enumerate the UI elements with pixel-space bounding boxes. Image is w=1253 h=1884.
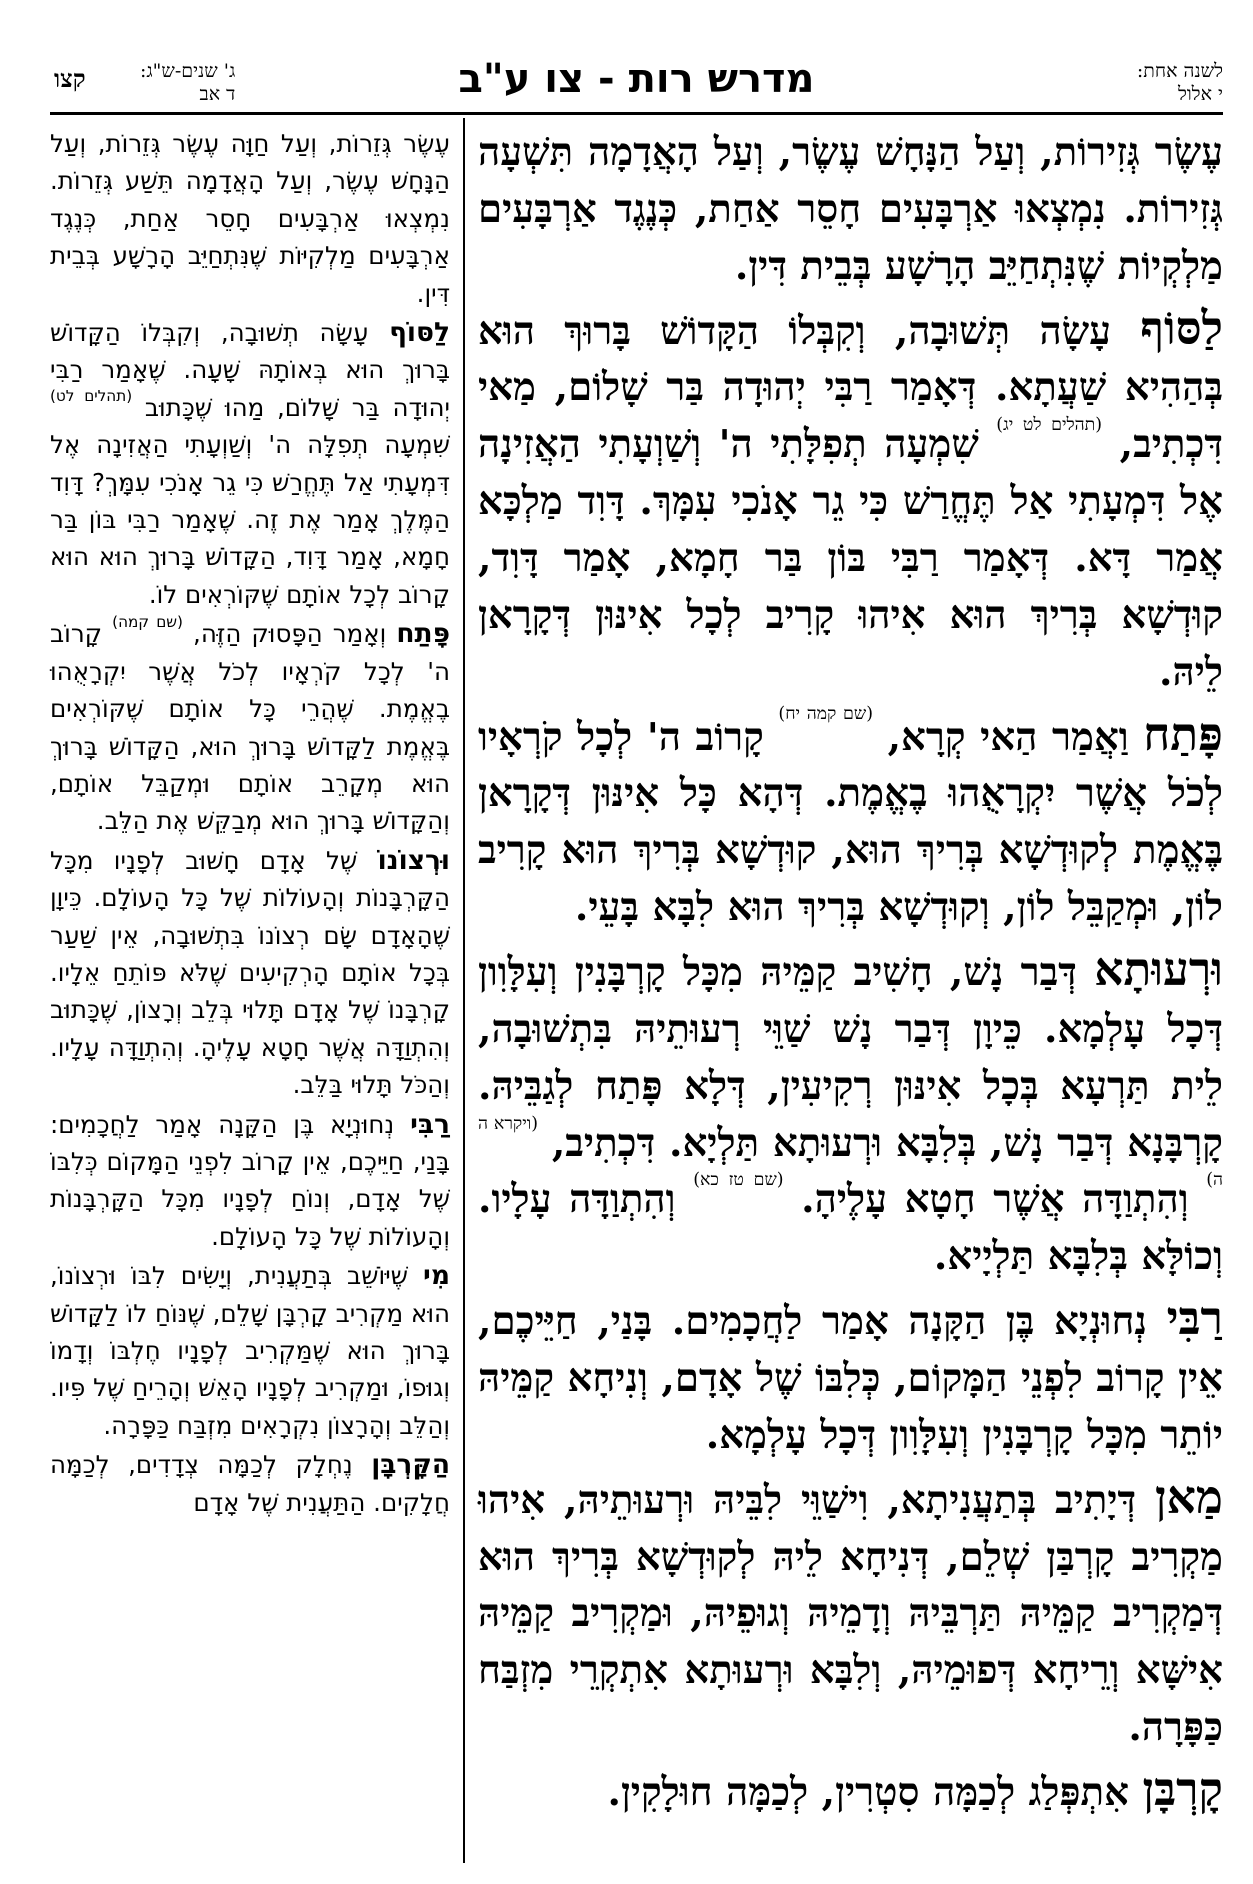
- opening-word: וּרְצוֹנוֹ: [377, 844, 451, 876]
- main-paragraph: [478, 703, 1223, 937]
- opening-word: וּרְעוּתָא: [1094, 942, 1223, 997]
- paragraph-text: עֶשֶׂר גְּזֵרוֹת, וְעַל חַוָּה עֶשֶׂר גְּזֵרוֹת, וְעַל הַנָּחָשׁ עֶשֶׂר, וְעַל הָאֲדָמָה תֵּשַׁע גְּזֵרוֹת. נִמְצְאוּ אַרְבָּעִים חָסֵר אַחַת, כְּנֶגֶד אַרְבָּעִים מַלְקִיּוֹת שֶׁנִּתְחַיֵּב הָרָשָׁע בְּבֵית דִּין.: [50, 129, 450, 308]
- translation-paragraph: [50, 1257, 450, 1444]
- scripture-reference: (ויקרא ה ה): [478, 1113, 1223, 1191]
- opening-word: מַאן: [1154, 1469, 1223, 1524]
- translation-paragraph: [50, 125, 450, 312]
- opening-word: רַבִּי: [1166, 1291, 1223, 1346]
- paragraph-text: שֶׁיּוֹשֵׁב בְּתַעֲנִית, וְיָשִׂים לִבּוֹ וּרְצוֹנוֹ, הוּא מַקְרִיב קָרְבָּן שָׁלֵם, שֶׁנּוֹחַ לוֹ לַקָּדוֹשׁ בָּרוּךְ הוּא שֶׁמַּקְרִיב לְפָנָיו חֶלְבּוֹ וְדָמוֹ וְגוּפוֹ, וּמַקְרִיב לְפָנָיו הָאֵשׁ וְהָרֵיחַ שֶׁל פִּיו. וְהַלֵּב וְהָרָצוֹן נִקְרָאִים מִזְבַּח כַּפָּרָה.: [50, 1261, 450, 1440]
- daily-schedule-three-years: [140, 60, 235, 106]
- main-paragraph: [478, 300, 1223, 702]
- paragraph-text: וְאָמַר הַפָּסוּק הַזֶּה,: [193, 619, 387, 649]
- page-number: קצו: [54, 64, 86, 93]
- paragraph-text: דְּיָתִיב בְּתַעֲנִיתָא, וִישַׁוֵּי לִבֵּיהּ וּרְעוּתֵיהּ, אִיהוּ מַקְרִיב קָרְבַּן שְׁלֵם, דְּנִיחָא לֵיהּ לְקוּדְשָׁא בְּרִיךְ הוּא דְּמַקְרִיב קַמֵּיהּ תַּרְבֵּיהּ וְדָמֵיהּ וְגוּפֵיהּ, וּמַקְרִיב קַמֵּיהּ אִישָּׁא וְרֵיחָא דְּפוּמֵיהּ, וְלִבָּא וּרְעוּתָא אִתְקְרֵי מִזְבַּח כַּפָּרָה.: [478, 1477, 1223, 1751]
- opening-word: פָּתַח: [396, 618, 450, 650]
- schedule-three-years-label: ג' שנים-ש"ג:: [140, 60, 236, 82]
- page-title: מדרש רות - צו ע"ב: [458, 56, 815, 102]
- translation-paragraph: [50, 615, 450, 839]
- translation-paragraph: [50, 842, 450, 1104]
- paragraph-text: שִׁמְעָה תְפִלָּה ה' וְשַׁוְעָתִי הַאֲזִינָה אֶל דִּמְעָתִי אַל תֶּחֱרַשׁ כִּי גֵר אָנֹכִי עִמָּךְ? דָּוִד הַמֶּלֶךְ אָמַר אֶת זֶה. שֶׁאָמַר רַבִּי בּוֹן בַּר חָמָא, אָמַר דָּוִד, הַקָּדוֹשׁ בָּרוּךְ הוּא הוּא קָרוֹב לְכָל אוֹתָם שֶׁקּוֹרְאִים לוֹ.: [50, 430, 450, 609]
- main-paragraph: [478, 941, 1223, 1286]
- main-text-column: [478, 125, 1223, 1826]
- column-divider: [463, 118, 465, 1863]
- opening-word: רַבִּי: [410, 1108, 450, 1140]
- page-header: [50, 50, 1223, 120]
- main-paragraph: [478, 1290, 1223, 1465]
- opening-word: מִי: [423, 1260, 450, 1292]
- paragraph-text: נְחוּנְיָא בֶּן הַקָּנָה אָמַר לַחֲכָמִים. בָּנַי, חַיֵּיכֶם, אֵין קָרוֹב לִפְנֵי הַמָּקוֹם, כְּלִבּוֹ שֶׁל אָדָם, וְנִיחָא קַמֵּיהּ יוֹתֵר מִכָּל קָרְבָּנִין וְעִלָּוִון דְּכָל עָלְמָא.: [478, 1299, 1223, 1458]
- scripture-reference: (תהלים לט): [50, 386, 133, 405]
- scripture-reference: (שם קמה): [112, 613, 183, 632]
- paragraph-text: דְּבַר נָשׁ, חָשִׁיב קַמֵּיהּ מִכָּל קָרְבָּנִין וְעִלָּוִון דְּכָל עָלְמָא. כֵּיוָן דְּבַר נָשׁ שַׁוֵּי רְעוּתֵיהּ בִּתְשׁוּבָה, לֵית תַּרְעָא בְּכָל אִינּוּן רְקִיעִין, דְּלָא פָּתַח לְגַבֵּיהּ. קָרְבָּנָא דְּבַר נָשׁ, בְּלִבָּא וּרְעוּתָא תַּלְיָא. דִּכְתִיב,: [478, 950, 1223, 1166]
- opening-word: הַקָּרְבָּן: [371, 1449, 450, 1481]
- translation-column: [50, 125, 450, 1523]
- schedule-one-year-date: י אלול: [1177, 83, 1223, 105]
- paragraph-text: עָשָׂה תְּשׁוּבָה, וְקִבְּלוֹ הַקָּדוֹשׁ בָּרוּךְ הוּא בְּהַהִיא שַׁעֲתָא. דְּאָמַר רַבִּי יְהוּדָה בַּר שָׁלוֹם, מַאי דִּכְתִיב,: [478, 308, 1223, 468]
- schedule-three-years-date: ד אב: [199, 83, 236, 105]
- paragraph-text: וְהִתְוַדָּה עָלָיו. וְכוֹלָּא בְּלִבָּא תַּלְיָיא.: [478, 1177, 1223, 1280]
- paragraph-text: נְחוּנְיָא בֶּן הַקָּנָה אָמַר לַחֲכָמִים: בָּנַי, חַיֵּיכֶם, אֵין קָרוֹב לִפְנֵי הַמָּקוֹם כְּלִבּוֹ שֶׁל אָדָם, וְנוֹחַ לְפָנָיו מִכָּל הַקָּרְבָּנוֹת וְהָעוֹלוֹת שֶׁל כָּל הָעוֹלָם.: [50, 1109, 450, 1251]
- paragraph-text: אִתְפְּלַג לְכַמָּה סִטְרִין, לְכַמָּה חוּלָקִין.: [607, 1770, 1129, 1816]
- paragraph-text: וְהִתְוַדָּה אֲשֶׁר חָטָא עָלֶיהָ.: [801, 1177, 1189, 1223]
- scripture-reference: (תהלים לט יג): [996, 415, 1103, 436]
- paragraph-text: עָשָׂה תְשׁוּבָה, וְקִבְּלוֹ הַקָּדוֹשׁ בָּרוּךְ הוּא בְּאוֹתָהּ שָׁעָה. שֶׁאָמַר רַבִּי יְהוּדָה בַּר שָׁלוֹם, מַהוּ שֶׁכָּתוּב: [50, 318, 450, 422]
- paragraph-text: עֶשֶׂר גְּזִירוֹת, וְעַל הַנָּחָשׁ עֶשֶׂר, וְעַל הָאֲדָמָה תִּשְׁעָה גְּזִירוֹת. נִמְצְאוּ אַרְבָּעִים חָסֵר אַחַת, כְּנֶגֶד אַרְבָּעִים מַלְקְיוֹת שֶׁנִּתְחַיֵּב הָרָשָׁע בְּבֵית דִּין.: [478, 130, 1223, 289]
- opening-word: קָרְבָּן: [1142, 1762, 1223, 1817]
- paragraph-text: קָרוֹב ה' לְכָל קֹרְאָיו לְכֹל אֲשֶׁר יִקְרָאֻהוּ בֶאֱמֶת. שֶׁהֲרֵי כָּל אוֹתָם שֶׁקּוֹרְאִים בֶּאֱמֶת לַקָּדוֹשׁ בָּרוּךְ הוּא, הַקָּדוֹשׁ בָּרוּךְ הוּא מְקָרֵב אוֹתָם וּמְקַבֵּל אוֹתָם, וְהַקָּדוֹשׁ בָּרוּךְ הוּא מְבַקֵּשׁ אֶת הַלֵּב.: [50, 619, 450, 836]
- schedule-one-year-label: לשנה אחת:: [1136, 60, 1223, 82]
- paragraph-text: נֶחְלָק לְכַמָּה צְדָדִים, לְכַמָּה חֲלָקִים. הַתַּעֲנִית שֶׁל אָדָם: [50, 1450, 450, 1517]
- paragraph-text: שִׁמְעָה תְפִלָּתִי ה' וְשַׁוְעָתִי הַאֲזִינָה אֶל דִּמְעָתִי אַל תֶּחֱרַשׁ כִּי גֵר אָנֹכִי עִמָּךְ. דָּוִד מַלְכָּא אֲמַר דָּא. דְּאָמַר רַבִּי בּוֹן בַּר חָמָא, אָמַר דָּוִד, קוּדְשָׁא בְּרִיךְ הוּא אִיהוּ קָרִיב לְכָל אִינּוּן דְּקָרָאן לֵיהּ.: [478, 422, 1223, 695]
- opening-word: לַסּוֹף: [1140, 300, 1223, 355]
- translation-paragraph: [50, 314, 450, 613]
- main-paragraph: [478, 1469, 1223, 1757]
- paragraph-text: וַאֲמַר הַאי קְרָא,: [887, 714, 1129, 760]
- paragraph-text: שֶׁל אָדָם חָשׁוּב לְפָנָיו מִכָּל הַקָּרְבָּנוֹת וְהָעוֹלוֹת שֶׁל כָּל הָעוֹלָם. כֵּיוָן שֶׁהָאָדָם שָׂם רְצוֹנוֹ בִּתְשׁוּבָה, אֵין שַׁעַר בְּכָל אוֹתָם הָרְקִיעִים שֶׁלֹּא פּוֹתֵחַ אֵלָיו. קָרְבָּנוֹ שֶׁל אָדָם תָּלוּי בְּלֵב וְרָצוֹן, שֶׁכָּתוּב וְהִתְוַדָּה אֲשֶׁר חָטָא עָלֶיהָ. וְהִתְוַדָּה עָלָיו. וְהַכֹּל תָּלוּי בַּלֵּב.: [50, 845, 450, 1100]
- opening-word: לַסּוֹף: [389, 317, 450, 349]
- translation-paragraph: [50, 1106, 450, 1256]
- main-paragraph: [478, 125, 1223, 296]
- opening-word: פָּתַח: [1143, 706, 1223, 761]
- scripture-reference: (שם טז כא): [693, 1170, 784, 1191]
- translation-paragraph: [50, 1446, 450, 1521]
- scripture-reference: (שם קמה יח): [778, 703, 873, 724]
- main-paragraph: [478, 1761, 1223, 1822]
- header-divider: [50, 112, 1223, 115]
- paragraph-text: קָרוֹב ה' לְכָל קֹרְאָיו לְכֹל אֲשֶׁר יִקְרָאֻהוּ בֶאֱמֶת. דְּהָא כָּל אִינּוּן דְּקָרָאן בֶּאֱמֶת לְקוּדְשָׁא בְּרִיךְ הוּא, קוּדְשָׁא בְּרִיךְ הוּא קָרִיב לוֹן, וּמְקַבֵּל לוֹן, וְקוּדְשָׁא בְּרִיךְ הוּא לִבָּא בָּעֵי.: [478, 714, 1223, 931]
